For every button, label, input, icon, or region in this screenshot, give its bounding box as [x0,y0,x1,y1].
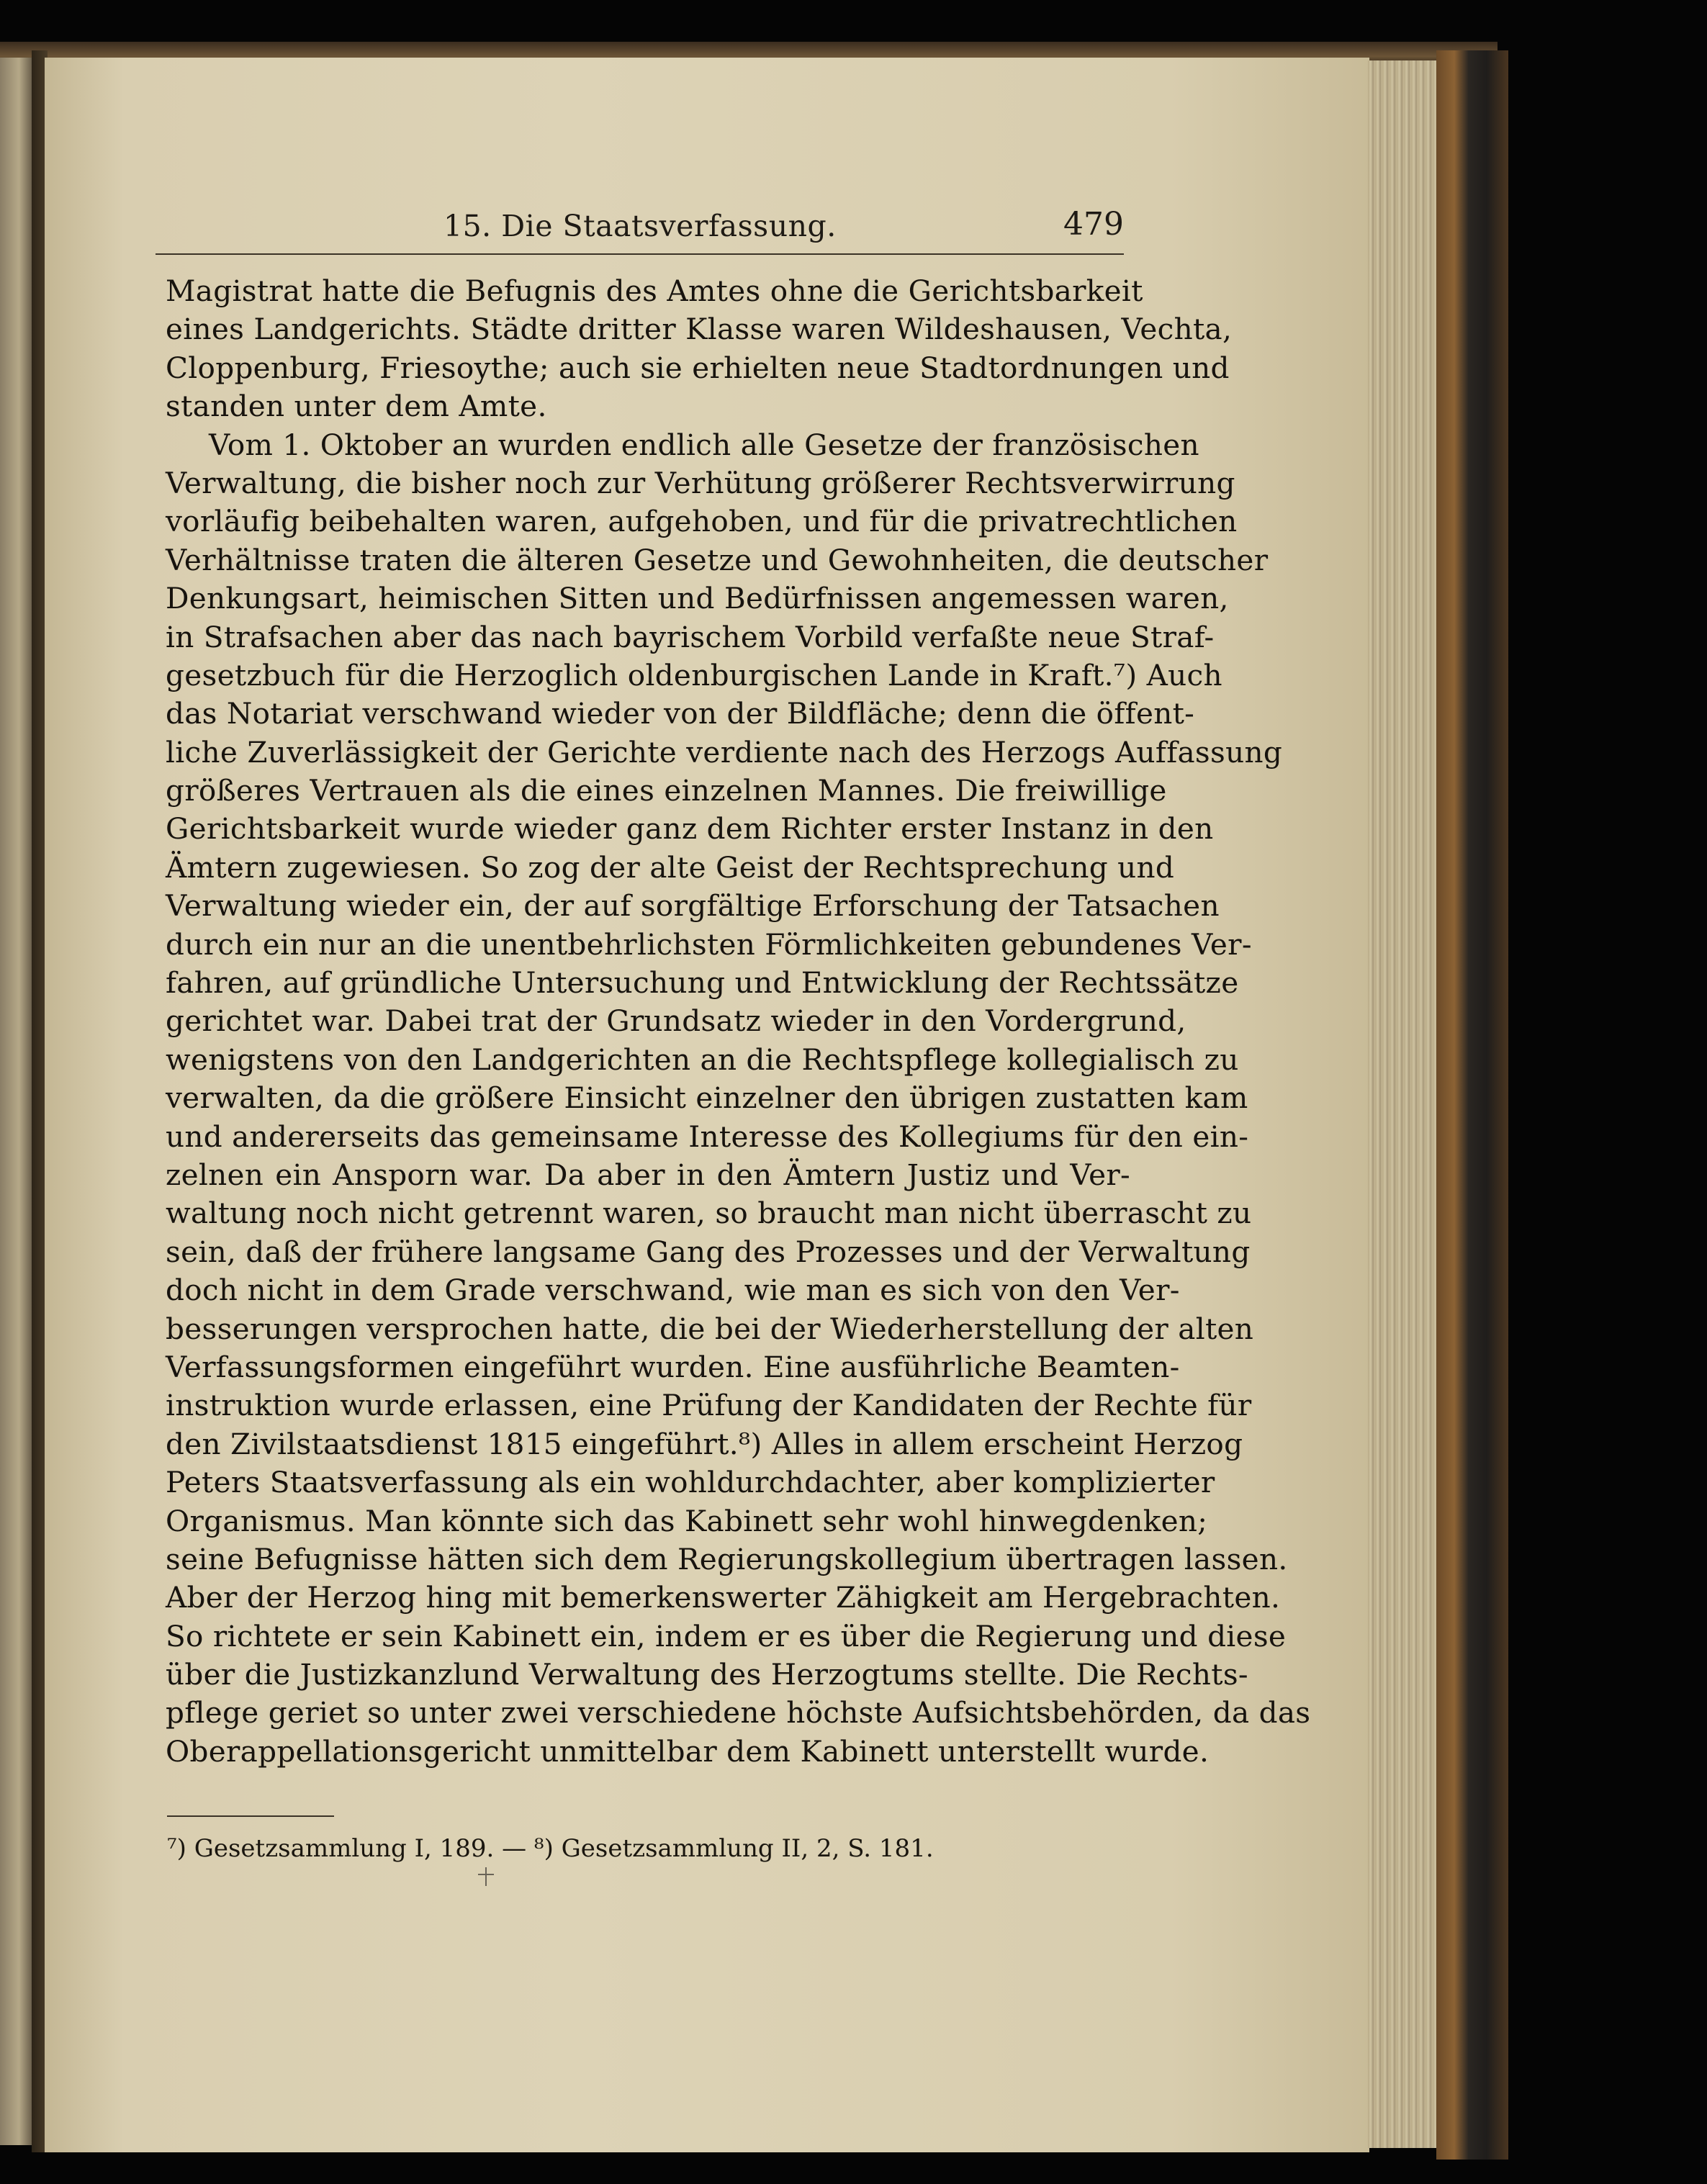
text-line: Verhältnisse traten die älteren Gesetze und Gewohnheiten, die deutscher [166,542,1269,577]
text-line: doch nicht in dem Grade verschwand, wie man es sich von den Ver- [166,1273,1180,1308]
text-line: wenigstens von den Landgerichten an die Rechtspflege kollegialisch zu [166,1042,1239,1077]
text-line: instruktion wurde erlassen, eine Prüfung der Kandidaten der Rechte für [166,1388,1252,1423]
text-line: verwalten, da die größere Einsicht einzelner den übrigen zustatten kam [166,1080,1248,1116]
text-line: standen unter dem Amte. [166,389,547,424]
left-page-edge [0,58,32,2145]
book-cover-edge [1436,50,1508,2160]
text-line: Verwaltung, die bisher noch zur Verhütung größerer Rechtsverwirrung [166,465,1235,500]
text-line: Aber der Herzog hing mit bemerkenswerter Zähigkeit am Hergebrachten. [166,1580,1281,1615]
text-line: in Strafsachen aber das nach bayrischem Vorbild verfaßte neue Straf- [166,619,1215,654]
text-line: Oberappellationsgericht unmittelbar dem Kabinett unterstellt wurde. [166,1733,1210,1769]
text-line: zelnen ein Ansporn war. Da aber in den Ämtern Justiz und Ver- [166,1157,1130,1192]
text-line: fahren, auf gründliche Untersuchung und Entwicklung der Rechtssätze [166,965,1239,1001]
text-line: durch ein nur an die unentbehrlichsten Förmlichkeiten gebundenes Ver- [166,926,1252,962]
text-line: gesetzbuch für die Herzoglich oldenburgischen Lande in Kraft.⁷) Auch [166,657,1222,692]
text-line: das Notariat verschwand wieder von der Bildfläche; denn die öffent- [166,696,1195,731]
text-line: pflege geriet so unter zwei verschiedene höchste Aufsichtsbehörden, da das [166,1695,1311,1730]
text-line: Vom 1. Oktober an wurden endlich alle Gesetze der französischen [209,427,1199,462]
text-line: den Zivilstaatsdienst 1815 eingeführt.⁸) Alles in allem erscheint Herzog [166,1426,1243,1461]
text-line: gerichtet war. Dabei trat der Grundsatz wieder in den Vordergrund, [166,1003,1186,1039]
text-line: So richtete er sein Kabinett ein, indem er es über die Regierung und diese [166,1618,1287,1653]
text-line: waltung noch nicht getrennt waren, so braucht man nicht überrascht zu [166,1196,1252,1231]
text-line: seine Befugnisse hätten sich dem Regierungskollegium übertragen lassen. [166,1541,1288,1576]
text-line: Magistrat hatte die Befugnis des Amtes ohne die Gerichtsbarkeit [166,274,1143,308]
text-line: sein, daß der frühere langsame Gang des Prozesses und der Verwaltung [166,1234,1251,1269]
page-number: 479 [1063,206,1124,243]
text-line: besserungen versprochen hatte, die bei der Wiederherstellung der alten [166,1311,1254,1346]
text-line: Denkungsart, heimischen Sitten und Bedürfnissen angemessen waren, [166,581,1229,616]
text-line: Gerichtsbarkeit wurde wieder ganz dem Richter erster Instanz in den [166,811,1214,847]
text-line: vorläufig beibehalten waren, aufgehoben, und für die privatrechtlichen [166,504,1238,539]
text-line: Organismus. Man könnte sich das Kabinett sehr wohl hinwegdenken; [166,1503,1208,1538]
text-line: Ämtern zugewiesen. So zog der alte Geist der Rechtsprechung und [166,849,1175,885]
text-line: liche Zuverlässigkeit der Gerichte verdiente nach des Herzogs Auffassung [166,734,1283,770]
text-line: Peters Staatsverfassung als ein wohldurchdachter, aber komplizierter [166,1465,1215,1500]
footnote-divider [167,1815,334,1817]
running-header [156,203,1124,255]
pencil-mark-icon [475,1866,497,1887]
text-line: und andererseits das gemeinsame Interesse des Kollegiums für den ein- [166,1119,1249,1154]
body-text [166,272,1311,1771]
text-line: eines Landgerichts. Städte dritter Klasse waren Wildeshausen, Vechta, [166,312,1233,347]
page-stack-edge [1368,60,1436,2148]
text-line: über die Justizkanzlund Verwaltung des Herzogtums stellte. Die Rechts- [166,1657,1248,1692]
text-line: Verwaltung wieder ein, der auf sorgfältige Erforschung der Tatsachen [166,888,1220,924]
text-line: Cloppenburg, Friesoythe; auch sie erhielten neue Stadtordnungen und [166,350,1230,385]
running-title: 15. Die Staatsverfassung. [443,209,837,243]
text-line: Verfassungsformen eingeführt wurden. Eine ausführliche Beamten- [166,1349,1180,1384]
text-line: größeres Vertrauen als die eines einzelnen Mannes. Die freiwillige [166,773,1167,808]
footnotes: ⁷) Gesetzsammlung I, 189. — ⁸) Gesetzsammlung II, 2, S. 181. [167,1834,934,1863]
